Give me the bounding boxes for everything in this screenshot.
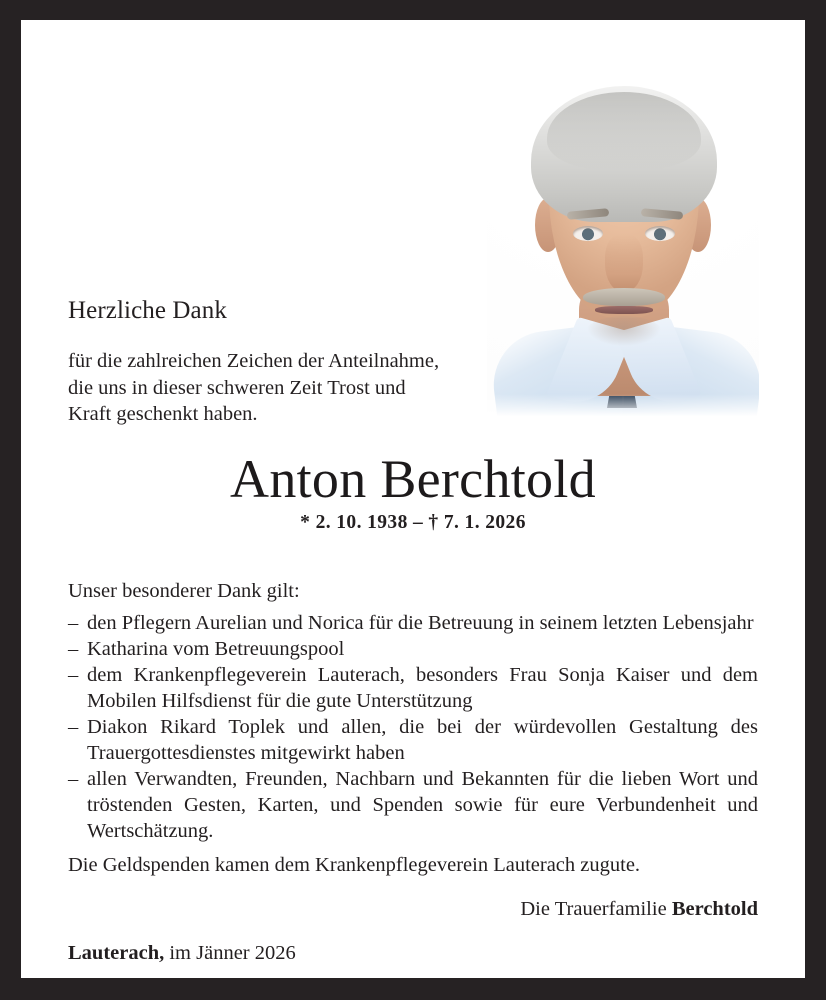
family-signature-prefix: Die Trauerfamilie — [520, 898, 672, 920]
portrait-photo — [487, 48, 759, 420]
photo-nose — [605, 234, 643, 292]
bullet-dash: – — [68, 612, 79, 634]
deceased-name: Anton Berchtold — [230, 449, 596, 509]
list-item — [68, 610, 758, 636]
bullet-dash: – — [68, 638, 79, 660]
special-thanks-label: Unser besonderer Dank gilt: — [68, 580, 300, 602]
thanks-heading: Herzliche Dank — [68, 297, 227, 324]
photo-eye-right — [645, 226, 675, 241]
list-item-text: dem Krankenpflegeverein Lauterach, besonders Frau Sonja Kaiser und dem Mobilen Hilfsdienst für die gute Unterstützung — [87, 664, 758, 712]
photo-moustache — [583, 288, 665, 306]
special-thanks-list — [68, 610, 758, 844]
list-item-text: den Pflegern Aurelian und Norica für die Betreuung in seinem letzten Lebensjahr — [87, 612, 754, 634]
list-item-text: Katharina vom Betreuungspool — [87, 638, 345, 660]
bullet-dash: – — [68, 768, 79, 790]
notice-sheet — [21, 20, 805, 978]
list-item — [68, 766, 758, 844]
bullet-dash: – — [68, 716, 79, 738]
donation-note: Die Geldspenden kamen dem Krankenpflegeverein Lauterach zugute. — [68, 854, 641, 876]
notice-date: im Jänner 2026 — [164, 942, 296, 964]
list-item — [68, 714, 758, 766]
life-dates: * 2. 10. 1938 – † 7. 1. 2026 — [300, 512, 526, 533]
photo-mouth — [595, 306, 653, 314]
list-item — [68, 662, 758, 714]
photo-background — [487, 48, 759, 420]
family-signature — [68, 896, 758, 922]
deceased-name-block — [68, 448, 758, 534]
bullet-dash: – — [68, 664, 79, 686]
place-name: Lauterach, — [68, 942, 165, 964]
place-and-date — [68, 940, 758, 966]
list-item-text: allen Verwandten, Freunden, Nachbarn und Bekannten für die lieben Wort und tröstenden Gesten, Karten, und Spenden sowie für eure Verbundenheit und Wertschätzung. — [87, 768, 758, 842]
photo-eye-left — [573, 226, 603, 241]
thanks-intro-text: für die zahlreichen Zeichen der Anteilnahme, die uns in dieser schweren Zeit Trost und Kraft geschenkt haben. — [68, 350, 440, 425]
list-item-text: Diakon Rikard Toplek und allen, die bei der würdevollen Gestaltung des Trauergottesdienstes mitgewirkt haben — [87, 716, 758, 764]
photo-bottom-fade — [487, 394, 759, 420]
family-surname: Berchtold — [671, 898, 758, 920]
list-item — [68, 636, 758, 662]
photo-chin — [583, 316, 665, 356]
